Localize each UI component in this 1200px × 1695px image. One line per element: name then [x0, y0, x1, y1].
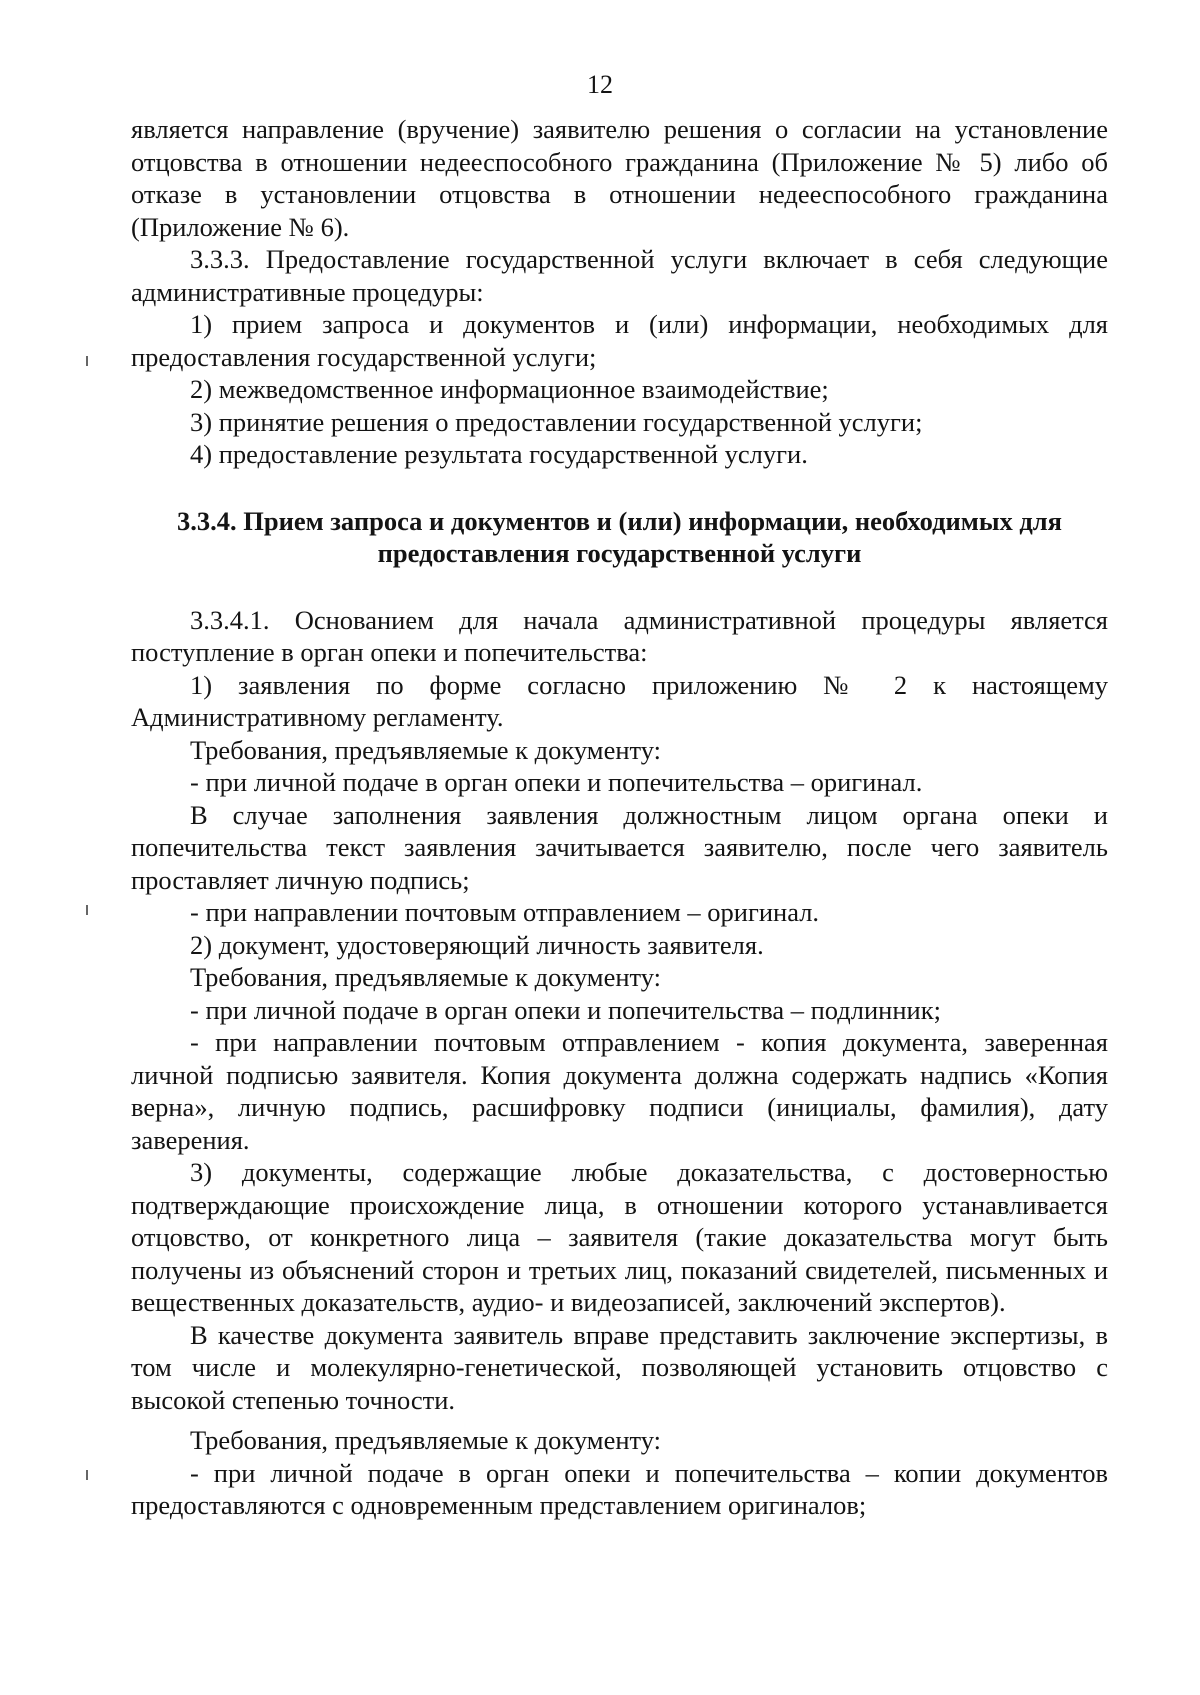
requirement-postal-certified-copy: - при направлении почтовым отправлением - копия документа, заверенная личной подписью заявителя. Копия документа должна содержать надпись «Копия верна», личную подпись, расшифровку подписи (инициалы, фамилия), дату заверения.: [131, 1027, 1108, 1155]
section-heading-3-3-4: 3.3.4. Прием запроса и документов и (или) информации, необходимых для предоставления государственной услуги: [176, 505, 1063, 568]
list-item-procedure-2: 2) межведомственное информационное взаимодействие;: [190, 374, 829, 404]
paragraph-gap: [131, 1416, 1108, 1424]
requirement-personal-copies: - при личной подаче в орган опеки и попечительства – копии документов предоставляются с одновременным представлением оригиналов;: [131, 1457, 1108, 1520]
requirements-label: Требования, предъявляемые к документу:: [190, 734, 662, 765]
requirements-label: Требования, предъявляемые к документу:: [190, 962, 662, 992]
paragraph-expert-conclusion: В качестве документа заявитель вправе представить заключение экспертизы, в том числе и молекулярно-генетической, позволяющей установить отцовство с высокой степенью точности.: [131, 1319, 1108, 1415]
list-item-procedure-4: 4) предоставление результата государственной услуги.: [190, 439, 808, 469]
list-item-identity-document: 2) документ, удостоверяющий личность заявителя.: [190, 929, 764, 960]
requirement-personal-original-copy: - при личной подаче в орган опеки и попечительства – подлинник;: [190, 994, 941, 1025]
requirement-personal-original: - при личной подаче в орган опеки и попечительства – оригинал.: [190, 767, 923, 797]
paragraph-3-3-3: 3.3.3. Предоставление государственной услуги включает в себя следующие административные процедуры:: [131, 244, 1108, 307]
scan-mark: [86, 905, 88, 915]
requirement-postal-original: - при направлении почтовым отправлением – оригинал.: [190, 897, 820, 927]
paragraph-official-filling: В случае заполнения заявления должностным лицом органа опеки и попечительства текст заявления зачитывается заявителю, после чего заявитель проставляет личную подпись;: [131, 799, 1108, 895]
requirements-label: Требования, предъявляемые к документу:: [190, 1425, 662, 1455]
paragraph-3-3-4-1: 3.3.4.1. Основанием для начала административной процедуры является поступление в орган опеки и попечительства:: [131, 604, 1108, 667]
document-body: [131, 113, 1108, 1522]
list-item-procedure-1: 1) прием запроса и документов и (или) информации, необходимых для предоставления государственной услуги;: [131, 309, 1108, 372]
scan-mark: [86, 1470, 88, 1480]
paragraph-result-continuation: является направление (вручение) заявителю решения о согласии на установление отцовства в отношении недееспособного гражданина (Приложение № 5) либо об отказе в установлении отцовства в отношении недееспособного гражданина (Приложение № 6).: [131, 114, 1108, 242]
list-item-application: 1) заявления по форме согласно приложению № 2 к настоящему Административному регламенту.: [131, 669, 1108, 732]
scan-mark: [86, 356, 88, 366]
list-item-procedure-3: 3) принятие решения о предоставлении государственной услуги;: [190, 406, 923, 437]
list-item-evidence-documents: 3) документы, содержащие любые доказательства, с достоверностью подтверждающие происхождение лица, в отношении которого устанавливается отцовство, от конкретного лица – заявителя (такие доказательства могут быть получены из объяснений сторон и третьих лиц, показаний свидетелей, письменных и вещественных доказательств, аудио- и видеозаписей, заключений экспертов).: [131, 1157, 1108, 1317]
page-number: 12: [587, 70, 613, 99]
